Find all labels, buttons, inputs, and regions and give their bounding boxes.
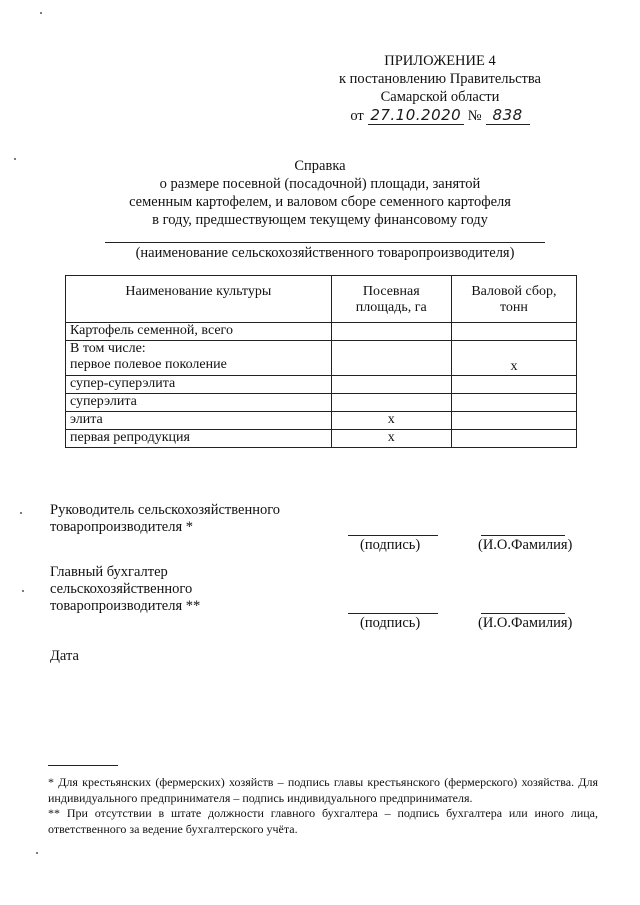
accountant-name-caption: (И.О.Фамилия) xyxy=(478,615,573,631)
annex-region: Самарской области xyxy=(380,89,500,105)
table-row xyxy=(66,430,577,448)
row-name-line-2: первое полевое поколение xyxy=(70,357,227,372)
scan-speck xyxy=(22,590,24,592)
row-area[interactable]: x xyxy=(331,430,451,448)
accountant-signature-caption: (подпись) xyxy=(360,615,421,631)
head-signature-caption: (подпись) xyxy=(360,537,421,553)
accountant-label-line-3: товаропроизводителя ** xyxy=(50,598,201,614)
footnote-2: ** При отсутствии в штате должности главного бухгалтера – подпись бухгалтера или иного лица, ответственного за ведение бухгалтерского учёта. xyxy=(48,806,598,836)
table-row xyxy=(66,341,577,376)
row-name: элита xyxy=(66,412,332,430)
row-yield[interactable] xyxy=(451,376,576,394)
head-name-line[interactable] xyxy=(481,535,565,536)
row-yield[interactable] xyxy=(451,430,576,448)
head-name-caption: (И.О.Фамилия) xyxy=(478,537,573,553)
row-area[interactable] xyxy=(331,323,451,341)
header-sown-area: Посевная площадь, га xyxy=(331,276,451,323)
accountant-signature-label xyxy=(50,564,200,615)
head-signature-line[interactable] xyxy=(348,535,438,536)
date-label: Дата xyxy=(50,648,79,664)
row-name xyxy=(66,341,332,376)
accountant-label-line-2: сельскохозяйственного xyxy=(50,581,193,597)
footnotes xyxy=(48,775,598,837)
scan-speck xyxy=(20,512,22,514)
handwritten-date: 27.10.2020 xyxy=(370,106,462,124)
title-line-2: о размере посевной (посадочной) площади, занятой xyxy=(159,176,481,192)
table-row xyxy=(66,412,577,430)
row-name: супер-суперэлита xyxy=(66,376,332,394)
annex-title: ПРИЛОЖЕНИЕ 4 xyxy=(384,53,496,69)
head-label-line-1: Руководитель сельскохозяйственного xyxy=(50,502,281,518)
producer-name-line[interactable] xyxy=(105,242,545,243)
row-area[interactable] xyxy=(331,394,451,412)
accountant-name-line[interactable] xyxy=(481,613,565,614)
document-title xyxy=(110,157,530,229)
row-yield[interactable] xyxy=(451,394,576,412)
handwritten-number: 838 xyxy=(492,106,523,124)
producer-caption: (наименование сельскохозяйственного товаропроизводителя) xyxy=(135,245,515,261)
row-yield[interactable] xyxy=(451,412,576,430)
row-area[interactable]: x xyxy=(331,412,451,430)
accountant-label-line-1: Главный бухгалтер xyxy=(50,564,168,580)
title-line-1: Справка xyxy=(294,158,346,174)
row-name: суперэлита xyxy=(66,394,332,412)
header-gross-yield: Валовой сбор, тонн xyxy=(451,276,576,323)
number-prefix: № xyxy=(467,108,482,124)
table-row xyxy=(66,323,577,341)
decree-date-number xyxy=(310,107,570,125)
row-name-line-1: В том числе: xyxy=(70,341,146,356)
row-name: первая репродукция xyxy=(66,430,332,448)
footnote-1: * Для крестьянских (фермерских) хозяйств – подпись главы крестьянского (фермерского) хозяйства. Для индивидуального предпринимателя – подпись индивидуального предпринимателя. xyxy=(48,775,598,805)
row-yield[interactable]: x xyxy=(451,341,576,376)
table-header-row xyxy=(66,276,577,323)
row-name: Картофель семенной, всего xyxy=(66,323,332,341)
annex-reference: к постановлению Правительства xyxy=(339,71,541,87)
row-area[interactable] xyxy=(331,341,451,376)
scan-speck xyxy=(40,12,42,14)
title-line-3: семенным картофелем, и валовом сборе семенного картофеля xyxy=(129,194,511,210)
number-field xyxy=(486,107,530,125)
scan-speck xyxy=(14,158,16,160)
head-label-line-2: товаропроизводителя * xyxy=(50,519,194,535)
footnote-divider xyxy=(48,765,118,766)
scan-speck xyxy=(36,852,38,854)
accountant-signature-line[interactable] xyxy=(348,613,438,614)
row-area[interactable] xyxy=(331,376,451,394)
head-signature-label xyxy=(50,502,280,536)
date-prefix: от xyxy=(350,108,364,124)
title-line-4: в году, предшествующем текущему финансовому году xyxy=(152,212,488,228)
table-row xyxy=(66,376,577,394)
crop-table xyxy=(65,275,577,448)
annex-header xyxy=(310,52,570,125)
date-field xyxy=(368,107,464,125)
header-crop-name: Наименование культуры xyxy=(66,276,332,323)
table-row xyxy=(66,394,577,412)
row-yield[interactable] xyxy=(451,323,576,341)
